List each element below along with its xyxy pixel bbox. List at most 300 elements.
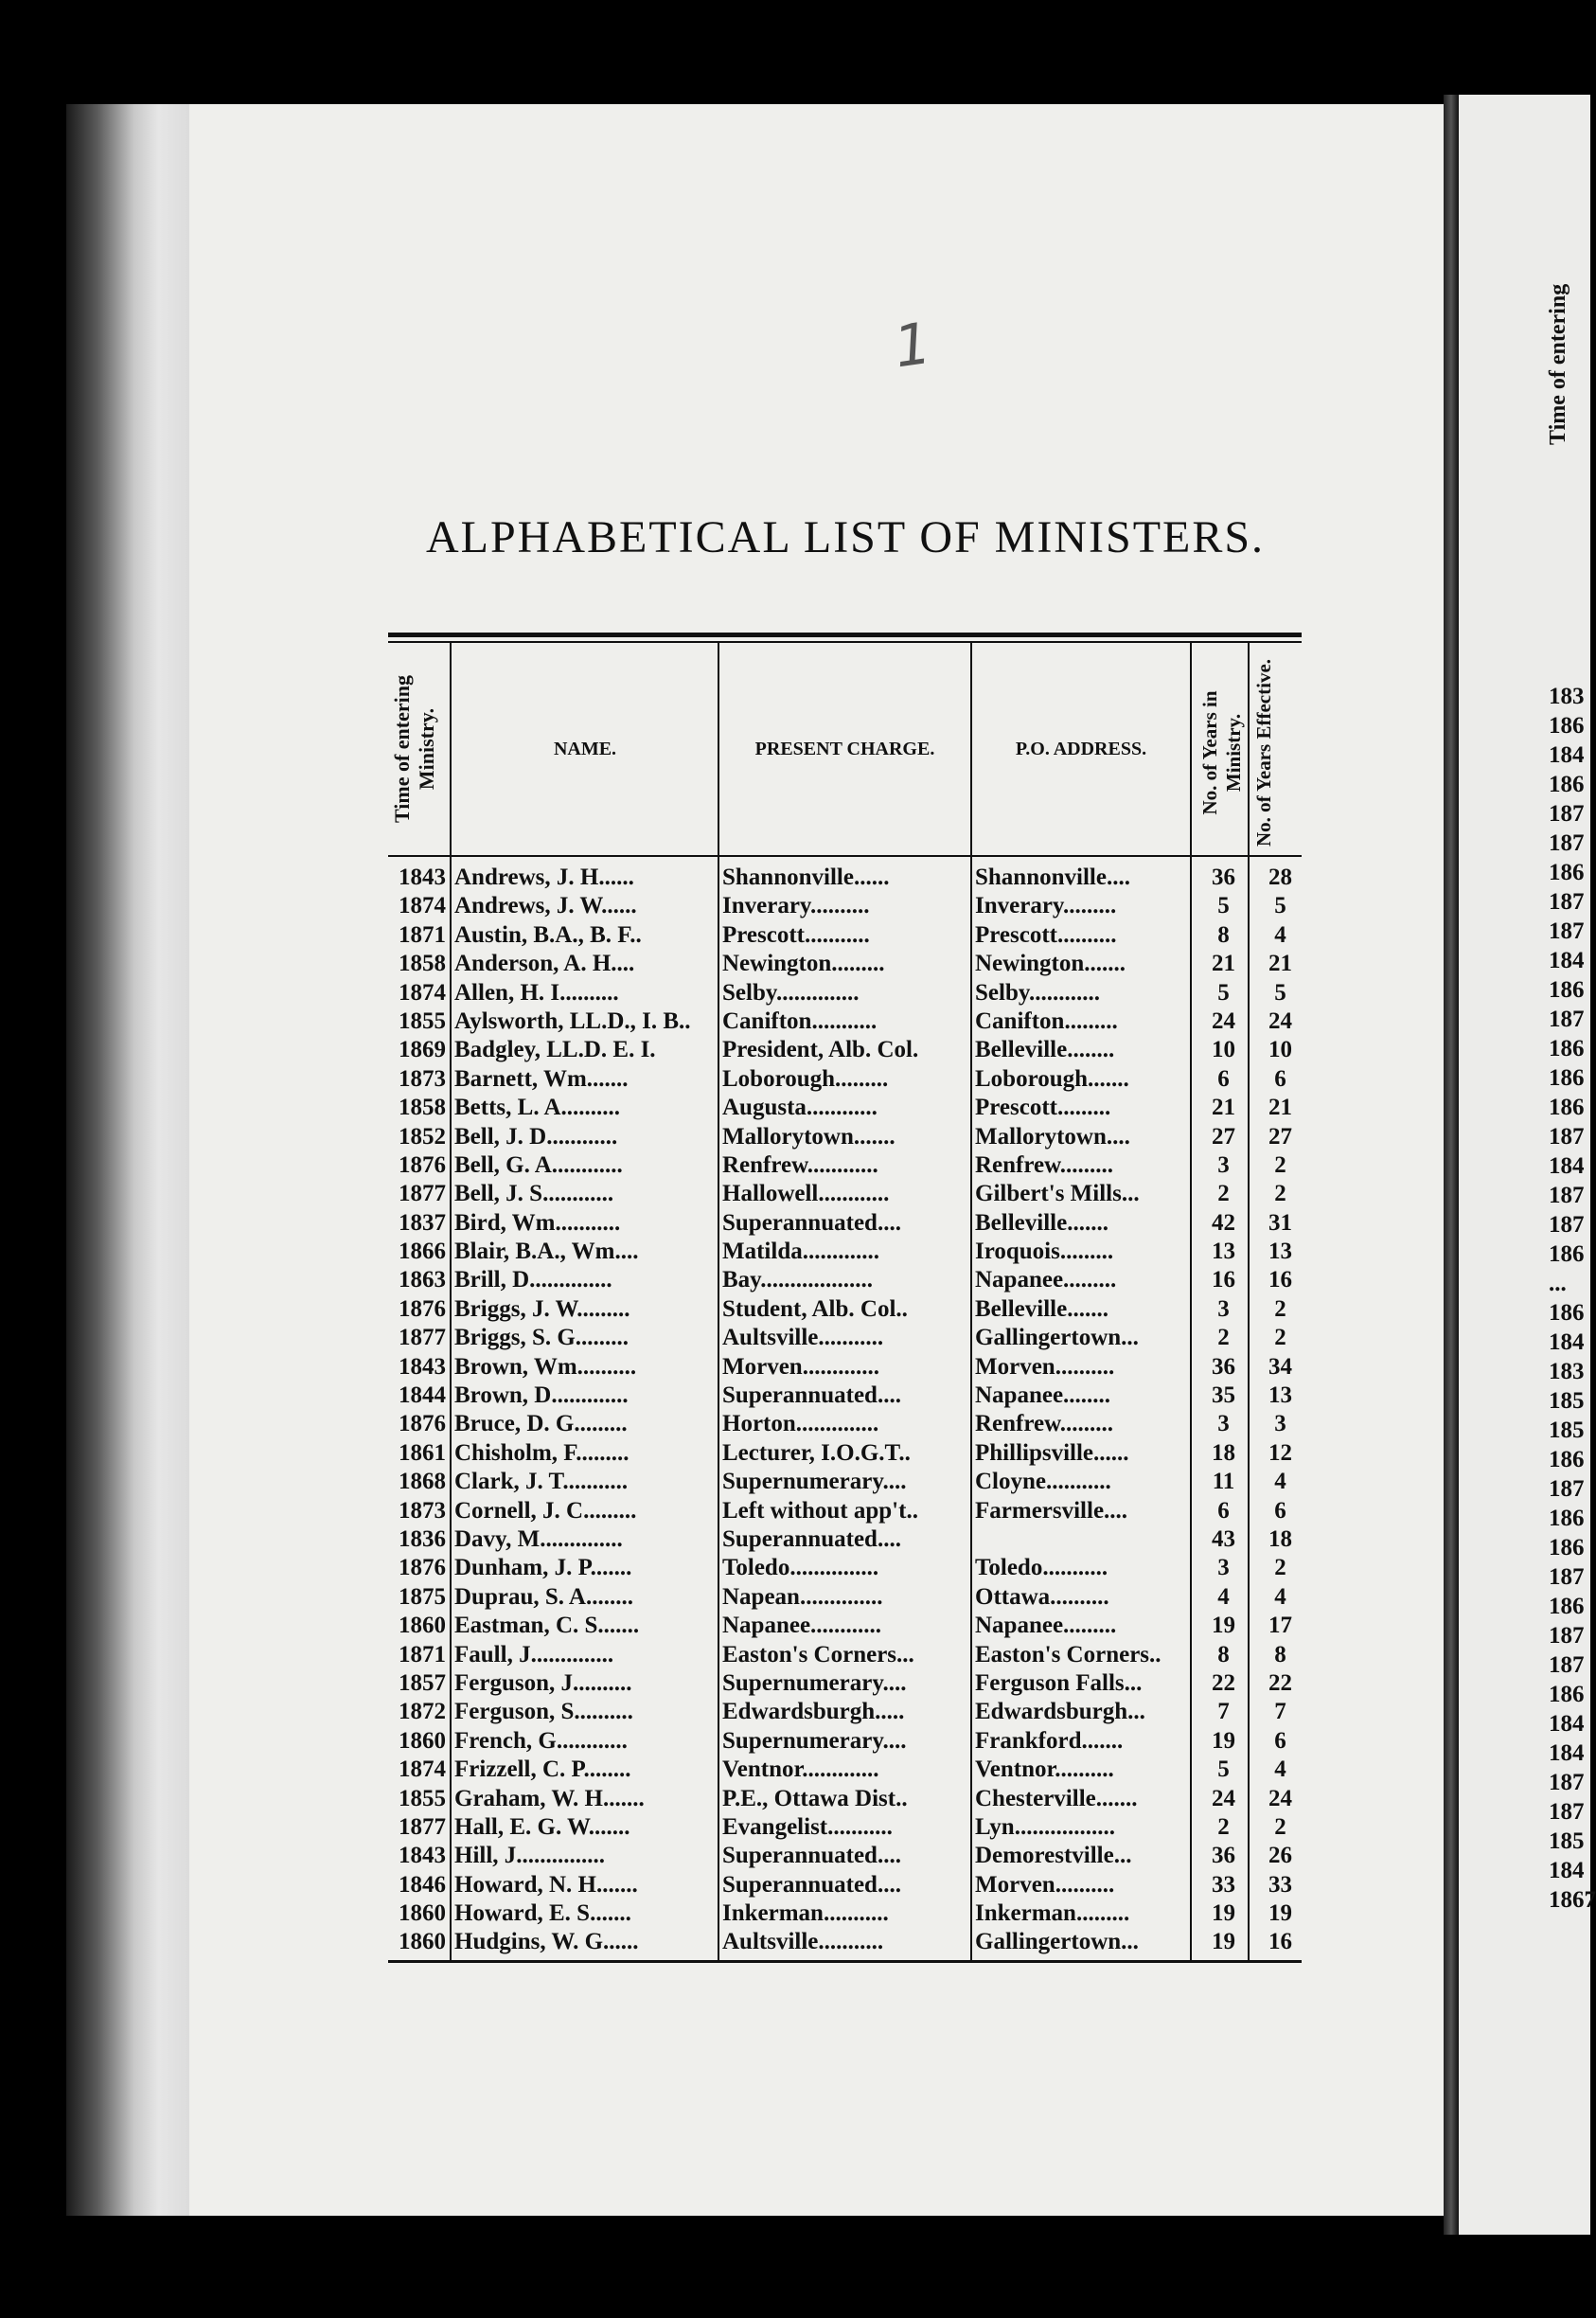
next-page-year: 186 [1549, 1447, 1585, 1472]
entry-year: 1852 [399, 1123, 446, 1150]
table-row [383, 1353, 1302, 1382]
entry-year: 1876 [399, 1555, 446, 1581]
minister-name: Anderson, A. H.... [454, 951, 635, 977]
table-row [383, 1123, 1302, 1151]
years-in-ministry: 8 [1217, 1641, 1230, 1667]
years-effective: 4 [1274, 1583, 1286, 1610]
pencil-mark: 1 [890, 310, 935, 382]
next-page-year: 184 [1549, 1858, 1585, 1883]
present-charge: Aultsville........... [722, 1929, 884, 1955]
next-page-year: 184 [1549, 1740, 1585, 1766]
po-address: Belleville....... [975, 1209, 1108, 1236]
table-row [383, 1238, 1302, 1266]
next-page-year: 184 [1549, 948, 1585, 973]
header-charge: PRESENT CHARGE. [754, 739, 935, 759]
po-address: Gilbert's Mills... [975, 1181, 1140, 1207]
po-address: Lyn................. [975, 1813, 1115, 1840]
next-page-year: 187 [1549, 918, 1585, 944]
years-effective: 34 [1268, 1353, 1292, 1380]
years-in-ministry: 36 [1212, 1843, 1235, 1869]
years-effective: 2 [1274, 1555, 1286, 1581]
years-effective: 18 [1268, 1525, 1292, 1552]
next-page-year: 184 [1549, 1329, 1585, 1355]
present-charge: Canifton........... [722, 1007, 878, 1034]
present-charge: Aultsville........... [722, 1325, 884, 1351]
table-row [383, 1842, 1302, 1870]
po-address: Farmersville.... [975, 1497, 1128, 1524]
present-charge: Superannuated.... [722, 1209, 901, 1236]
minister-name: Bird, Wm........... [454, 1209, 621, 1236]
table-top-rule [388, 633, 1302, 637]
entry-year: 1860 [399, 1613, 446, 1639]
years-in-ministry: 33 [1212, 1871, 1235, 1898]
entry-year: 1872 [399, 1699, 446, 1725]
table-row [383, 864, 1302, 892]
present-charge: Easton's Corners... [722, 1641, 914, 1667]
po-address: Ferguson Falls... [975, 1669, 1143, 1696]
years-effective: 5 [1274, 893, 1286, 919]
entry-year: 1836 [399, 1525, 446, 1552]
next-page-year: 186 [1549, 713, 1585, 739]
entry-year: 1874 [399, 1756, 446, 1783]
years-effective: 16 [1268, 1267, 1292, 1293]
table-row [383, 1151, 1302, 1180]
entry-year: 1843 [399, 865, 446, 890]
po-address: Frankford....... [975, 1727, 1124, 1754]
entry-year: 1860 [399, 1929, 446, 1955]
years-effective: 7 [1274, 1699, 1286, 1725]
years-in-ministry: 2 [1217, 1181, 1230, 1207]
entry-year: 1868 [399, 1469, 446, 1495]
next-page-year: 187 [1549, 801, 1585, 827]
po-address: Inverary......... [975, 893, 1117, 919]
minister-name: Cornell, J. C......... [454, 1497, 637, 1524]
present-charge: Shannonville...... [722, 865, 890, 890]
present-charge: Newington......... [722, 951, 885, 977]
entry-year: 1873 [399, 1497, 446, 1524]
minister-name: Clark, J. T........... [454, 1469, 629, 1495]
next-page-year: 183 [1549, 684, 1585, 709]
present-charge: Left without app't.. [722, 1497, 918, 1524]
next-page-year: 186 [1549, 1594, 1585, 1619]
table-row [383, 1324, 1302, 1352]
present-charge: Horton.............. [722, 1411, 879, 1437]
table-row [383, 1612, 1302, 1640]
present-charge: Inverary.......... [722, 893, 870, 919]
years-effective: 3 [1274, 1411, 1286, 1437]
years-in-ministry: 16 [1212, 1267, 1235, 1293]
years-in-ministry: 8 [1217, 921, 1230, 948]
years-in-ministry: 11 [1212, 1469, 1235, 1495]
table-row [383, 1554, 1302, 1582]
table-bottom-rule [388, 1960, 1302, 1963]
present-charge: Augusta............ [722, 1095, 878, 1121]
po-address: Cloyne........... [975, 1469, 1111, 1495]
next-page-year: 185 [1549, 1418, 1585, 1443]
present-charge: Mallorytown....... [722, 1123, 896, 1150]
header-address: P.O. ADDRESS. [1015, 739, 1147, 759]
minister-name: Davy, M.............. [454, 1525, 623, 1552]
po-address: Phillipsville...... [975, 1439, 1129, 1466]
po-address: Toledo........... [975, 1555, 1108, 1581]
years-effective: 21 [1268, 951, 1292, 977]
po-address: Canifton......... [975, 1007, 1118, 1034]
po-address: Napanee......... [975, 1613, 1117, 1639]
minister-name: Bell, J. D............ [454, 1123, 618, 1150]
present-charge: Edwardsburgh..... [722, 1699, 905, 1725]
minister-name: Howard, N. H....... [454, 1871, 638, 1898]
minister-name: Ferguson, S.......... [454, 1699, 633, 1725]
entry-year: 1844 [399, 1382, 446, 1409]
table-row [383, 1007, 1302, 1036]
next-page-year: 186 [1549, 1682, 1585, 1707]
years-in-ministry: 22 [1212, 1669, 1235, 1696]
present-charge: P.E., Ottawa Dist.. [722, 1785, 908, 1811]
table-row [383, 1209, 1302, 1238]
years-in-ministry: 43 [1212, 1525, 1235, 1552]
years-effective: 13 [1268, 1239, 1292, 1265]
minister-name: Blair, B.A., Wm.... [454, 1239, 639, 1265]
years-effective: 24 [1268, 1007, 1292, 1034]
table-row [383, 1439, 1302, 1468]
years-in-ministry: 19 [1212, 1727, 1235, 1754]
page-title: ALPHABETICAL LIST OF MINISTERS. [426, 512, 1266, 562]
present-charge: Matilda............. [722, 1239, 879, 1265]
entry-year: 1873 [399, 1065, 446, 1092]
years-effective: 5 [1274, 979, 1286, 1006]
years-effective: 4 [1274, 921, 1286, 948]
years-in-ministry: 19 [1212, 1929, 1235, 1955]
next-page-year: 186 [1549, 1036, 1585, 1061]
years-effective: 2 [1274, 1295, 1286, 1322]
years-in-ministry: 18 [1212, 1439, 1235, 1466]
years-effective: 2 [1274, 1151, 1286, 1178]
minister-table [383, 864, 1302, 1957]
entry-year: 1843 [399, 1353, 446, 1380]
book-binding [66, 104, 189, 2216]
entry-year: 1866 [399, 1239, 446, 1265]
minister-name: Chisholm, F......... [454, 1439, 630, 1466]
present-charge: Prescott........... [722, 921, 870, 948]
years-effective: 6 [1274, 1727, 1286, 1754]
years-in-ministry: 27 [1212, 1123, 1235, 1150]
po-address: Napanee......... [975, 1267, 1117, 1293]
entry-year: 1877 [399, 1813, 446, 1840]
minister-name: Badgley, LL.D. E. I. [454, 1037, 656, 1063]
years-in-ministry: 21 [1212, 951, 1235, 977]
minister-name: Briggs, J. W......... [454, 1295, 630, 1322]
next-page-year: 185 [1549, 1388, 1585, 1414]
next-page-year: 187 [1549, 1770, 1585, 1795]
years-in-ministry: 19 [1212, 1900, 1235, 1927]
minister-name: Austin, B.A., B. F.. [454, 921, 642, 948]
present-charge: Superannuated.... [722, 1871, 901, 1898]
table-row [383, 1266, 1302, 1294]
table-row [383, 1928, 1302, 1956]
minister-name: Barnett, Wm....... [454, 1065, 629, 1092]
years-in-ministry: 21 [1212, 1095, 1235, 1121]
entry-year: 1877 [399, 1181, 446, 1207]
years-effective: 17 [1268, 1613, 1292, 1639]
entry-year: 1860 [399, 1900, 446, 1927]
present-charge: Selby.............. [722, 979, 860, 1006]
po-address: Gallingertown... [975, 1325, 1139, 1351]
table-row [383, 1583, 1302, 1612]
entry-year: 1858 [399, 1095, 446, 1121]
next-page-year: 187 [1549, 1183, 1585, 1208]
years-effective: 24 [1268, 1785, 1292, 1811]
next-page-year: 1867 [1549, 1887, 1596, 1913]
table-row [383, 1468, 1302, 1496]
table-row [383, 1698, 1302, 1726]
header-years-ministry: No. of Years in Ministry. [1198, 690, 1246, 815]
po-address: Loborough....... [975, 1065, 1129, 1092]
entry-year: 1874 [399, 893, 446, 919]
po-address: Newington....... [975, 951, 1126, 977]
entry-year: 1869 [399, 1037, 446, 1063]
next-page-year: 187 [1549, 1212, 1585, 1238]
present-charge: Supernumerary.... [722, 1469, 907, 1495]
next-page-year: 184 [1549, 1711, 1585, 1737]
minister-name: Bell, J. S............ [454, 1181, 614, 1207]
years-in-ministry: 3 [1217, 1555, 1230, 1581]
next-page-year: 185 [1549, 1828, 1585, 1854]
table-top-rule-thin [388, 641, 1302, 643]
po-address: Ottawa.......... [975, 1583, 1109, 1610]
minister-name: Briggs, S. G......... [454, 1325, 630, 1351]
minister-name: Eastman, C. S....... [454, 1613, 640, 1639]
years-effective: 27 [1268, 1123, 1292, 1150]
po-address: Renfrew......... [975, 1411, 1114, 1437]
years-in-ministry: 24 [1212, 1785, 1235, 1811]
minister-name: Brown, D............. [454, 1382, 629, 1409]
minister-name: Aylsworth, LL.D., I. B.. [454, 1007, 691, 1034]
present-charge: Superannuated.... [722, 1843, 901, 1869]
po-address: Ventnor.......... [975, 1756, 1114, 1783]
minister-name: Graham, W. H....... [454, 1785, 645, 1811]
next-page-year: 187 [1549, 1007, 1585, 1032]
table-row [383, 1669, 1302, 1698]
next-page-year: ... [1549, 1271, 1567, 1296]
minister-name: Brill, D.............. [454, 1267, 612, 1293]
header-name: NAME. [553, 739, 617, 759]
minister-name: Andrews, J. W...... [454, 893, 637, 919]
years-effective: 2 [1274, 1181, 1286, 1207]
next-page-year: 187 [1549, 889, 1585, 915]
years-in-ministry: 42 [1212, 1209, 1235, 1236]
present-charge: Ventnor............. [722, 1756, 879, 1783]
table-row [383, 1065, 1302, 1094]
next-page-year: 186 [1549, 1065, 1585, 1091]
minister-name: Dunham, J. P....... [454, 1555, 632, 1581]
years-effective: 10 [1268, 1037, 1292, 1063]
table-row [383, 892, 1302, 920]
years-effective: 2 [1274, 1325, 1286, 1351]
entry-year: 1874 [399, 979, 446, 1006]
years-in-ministry: 35 [1212, 1382, 1235, 1409]
entry-year: 1875 [399, 1583, 446, 1610]
table-row [383, 1295, 1302, 1324]
years-effective: 13 [1268, 1382, 1292, 1409]
header-years-effective: No. of Years Effective. [1252, 658, 1275, 847]
table-row [383, 921, 1302, 950]
years-effective: 4 [1274, 1469, 1286, 1495]
next-page-year: 186 [1549, 1300, 1585, 1326]
years-in-ministry: 3 [1217, 1411, 1230, 1437]
po-address: Prescott.......... [975, 921, 1117, 948]
years-in-ministry: 7 [1217, 1699, 1230, 1725]
present-charge: Hallowell............ [722, 1181, 890, 1207]
po-address: Mallorytown.... [975, 1123, 1130, 1150]
po-address: Morven.......... [975, 1353, 1115, 1380]
next-page-year: 186 [1549, 772, 1585, 797]
table-row [383, 1641, 1302, 1669]
po-address: Easton's Corners.. [975, 1641, 1162, 1667]
next-page-year: 183 [1549, 1359, 1585, 1384]
next-page-year: 186 [1549, 1506, 1585, 1531]
years-effective: 19 [1268, 1900, 1292, 1927]
years-effective: 28 [1268, 865, 1292, 890]
years-in-ministry: 13 [1212, 1239, 1235, 1265]
years-in-ministry: 36 [1212, 865, 1235, 890]
minister-name: French, G............ [454, 1727, 628, 1754]
years-in-ministry: 2 [1217, 1813, 1230, 1840]
minister-name: Andrews, J. H...... [454, 865, 634, 890]
minister-name: Betts, L. A.......... [454, 1095, 620, 1121]
years-effective: 6 [1274, 1497, 1286, 1524]
years-in-ministry: 4 [1217, 1583, 1230, 1610]
next-page-year: 184 [1549, 742, 1585, 768]
table-row [383, 1180, 1302, 1208]
table-row [383, 1813, 1302, 1842]
table-row [383, 1382, 1302, 1410]
present-charge: Supernumerary.... [722, 1727, 907, 1754]
table-row [383, 1036, 1302, 1064]
next-page-year: 184 [1549, 1153, 1585, 1179]
present-charge: Evangelist........... [722, 1813, 893, 1840]
table-row [383, 950, 1302, 978]
entry-year: 1837 [399, 1209, 446, 1236]
entry-year: 1863 [399, 1267, 446, 1293]
minister-name: Allen, H. I.......... [454, 979, 619, 1006]
present-charge: Superannuated.... [722, 1525, 901, 1552]
next-page-year: 187 [1549, 830, 1585, 856]
entry-year: 1876 [399, 1411, 446, 1437]
years-in-ministry: 24 [1212, 1007, 1235, 1034]
next-page-year: 187 [1549, 1476, 1585, 1502]
table-row [383, 1410, 1302, 1438]
present-charge: Lecturer, I.O.G.T.. [722, 1439, 911, 1466]
po-address: Belleville....... [975, 1295, 1108, 1322]
years-effective: 26 [1268, 1843, 1292, 1869]
years-in-ministry: 36 [1212, 1353, 1235, 1380]
po-address: Morven.......... [975, 1871, 1115, 1898]
po-address: Prescott......... [975, 1095, 1111, 1121]
header-time: Time of entering Ministry. [390, 675, 439, 824]
present-charge: Napean.............. [722, 1583, 883, 1610]
present-charge: Supernumerary.... [722, 1669, 907, 1696]
table-row [383, 1899, 1302, 1928]
next-page-year: 187 [1549, 1799, 1585, 1825]
present-charge: Morven............. [722, 1353, 879, 1380]
po-address: Belleville........ [975, 1037, 1115, 1063]
table-row [383, 1727, 1302, 1756]
po-address: Demorestville... [975, 1843, 1132, 1869]
years-in-ministry: 3 [1217, 1151, 1230, 1178]
entry-year: 1855 [399, 1785, 446, 1811]
page-gutter [1444, 95, 1459, 2235]
minister-name: Ferguson, J.......... [454, 1669, 632, 1696]
years-in-ministry: 19 [1212, 1613, 1235, 1639]
next-page-year: 187 [1549, 1564, 1585, 1590]
entry-year: 1860 [399, 1727, 446, 1754]
po-address: Inkerman......... [975, 1900, 1130, 1927]
years-in-ministry: 6 [1217, 1497, 1230, 1524]
header-bottom-rule [388, 855, 1302, 857]
table-row [383, 1871, 1302, 1899]
next-page-year: 186 [1549, 977, 1585, 1003]
years-effective: 12 [1268, 1439, 1292, 1466]
table-row [383, 1785, 1302, 1813]
minister-name: Howard, E. S....... [454, 1900, 631, 1927]
years-in-ministry: 3 [1217, 1295, 1230, 1322]
table-row [383, 979, 1302, 1007]
next-page-year: 187 [1549, 1623, 1585, 1649]
next-page-year: 186 [1549, 1535, 1585, 1560]
po-address: Iroquois......... [975, 1239, 1114, 1265]
minister-name: Hill, J............... [454, 1843, 606, 1869]
years-in-ministry: 5 [1217, 893, 1230, 919]
entry-year: 1855 [399, 1007, 446, 1034]
years-effective: 22 [1268, 1669, 1292, 1696]
years-in-ministry: 5 [1217, 979, 1230, 1006]
po-address: Gallingertown... [975, 1929, 1139, 1955]
po-address: Edwardsburgh... [975, 1699, 1145, 1725]
years-in-ministry: 10 [1212, 1037, 1235, 1063]
entry-year: 1846 [399, 1871, 446, 1898]
next-page-header: Time of entering [1546, 283, 1570, 445]
entry-year: 1876 [399, 1295, 446, 1322]
minister-name: Brown, Wm.......... [454, 1353, 637, 1380]
years-effective: 16 [1268, 1929, 1292, 1955]
present-charge: Napanee............ [722, 1613, 882, 1639]
present-charge: Student, Alb. Col.. [722, 1295, 908, 1322]
po-address: Chesterville....... [975, 1785, 1138, 1811]
present-charge: Toledo............... [722, 1555, 879, 1581]
minister-name: Bruce, D. G......... [454, 1411, 628, 1437]
present-charge: Renfrew............ [722, 1151, 878, 1178]
next-page-year: 186 [1549, 1241, 1585, 1267]
minister-name: Bell, G. A............ [454, 1151, 623, 1178]
years-effective: 31 [1268, 1209, 1292, 1236]
present-charge: Loborough......... [722, 1065, 889, 1092]
table-row [383, 1756, 1302, 1784]
po-address: Napanee........ [975, 1382, 1111, 1409]
present-charge: Inkerman........... [722, 1900, 889, 1927]
years-effective: 21 [1268, 1095, 1292, 1121]
entry-year: 1843 [399, 1843, 446, 1869]
next-page-years [1549, 682, 1596, 1915]
years-effective: 33 [1268, 1871, 1292, 1898]
minister-name: Hall, E. G. W....... [454, 1813, 630, 1840]
minister-name: Hudgins, W. G...... [454, 1929, 639, 1955]
po-address: Shannonville.... [975, 865, 1130, 890]
table-row [383, 1094, 1302, 1122]
years-effective: 2 [1274, 1813, 1286, 1840]
po-address: Renfrew......... [975, 1151, 1114, 1178]
years-effective: 8 [1274, 1641, 1286, 1667]
table-row [383, 1497, 1302, 1525]
